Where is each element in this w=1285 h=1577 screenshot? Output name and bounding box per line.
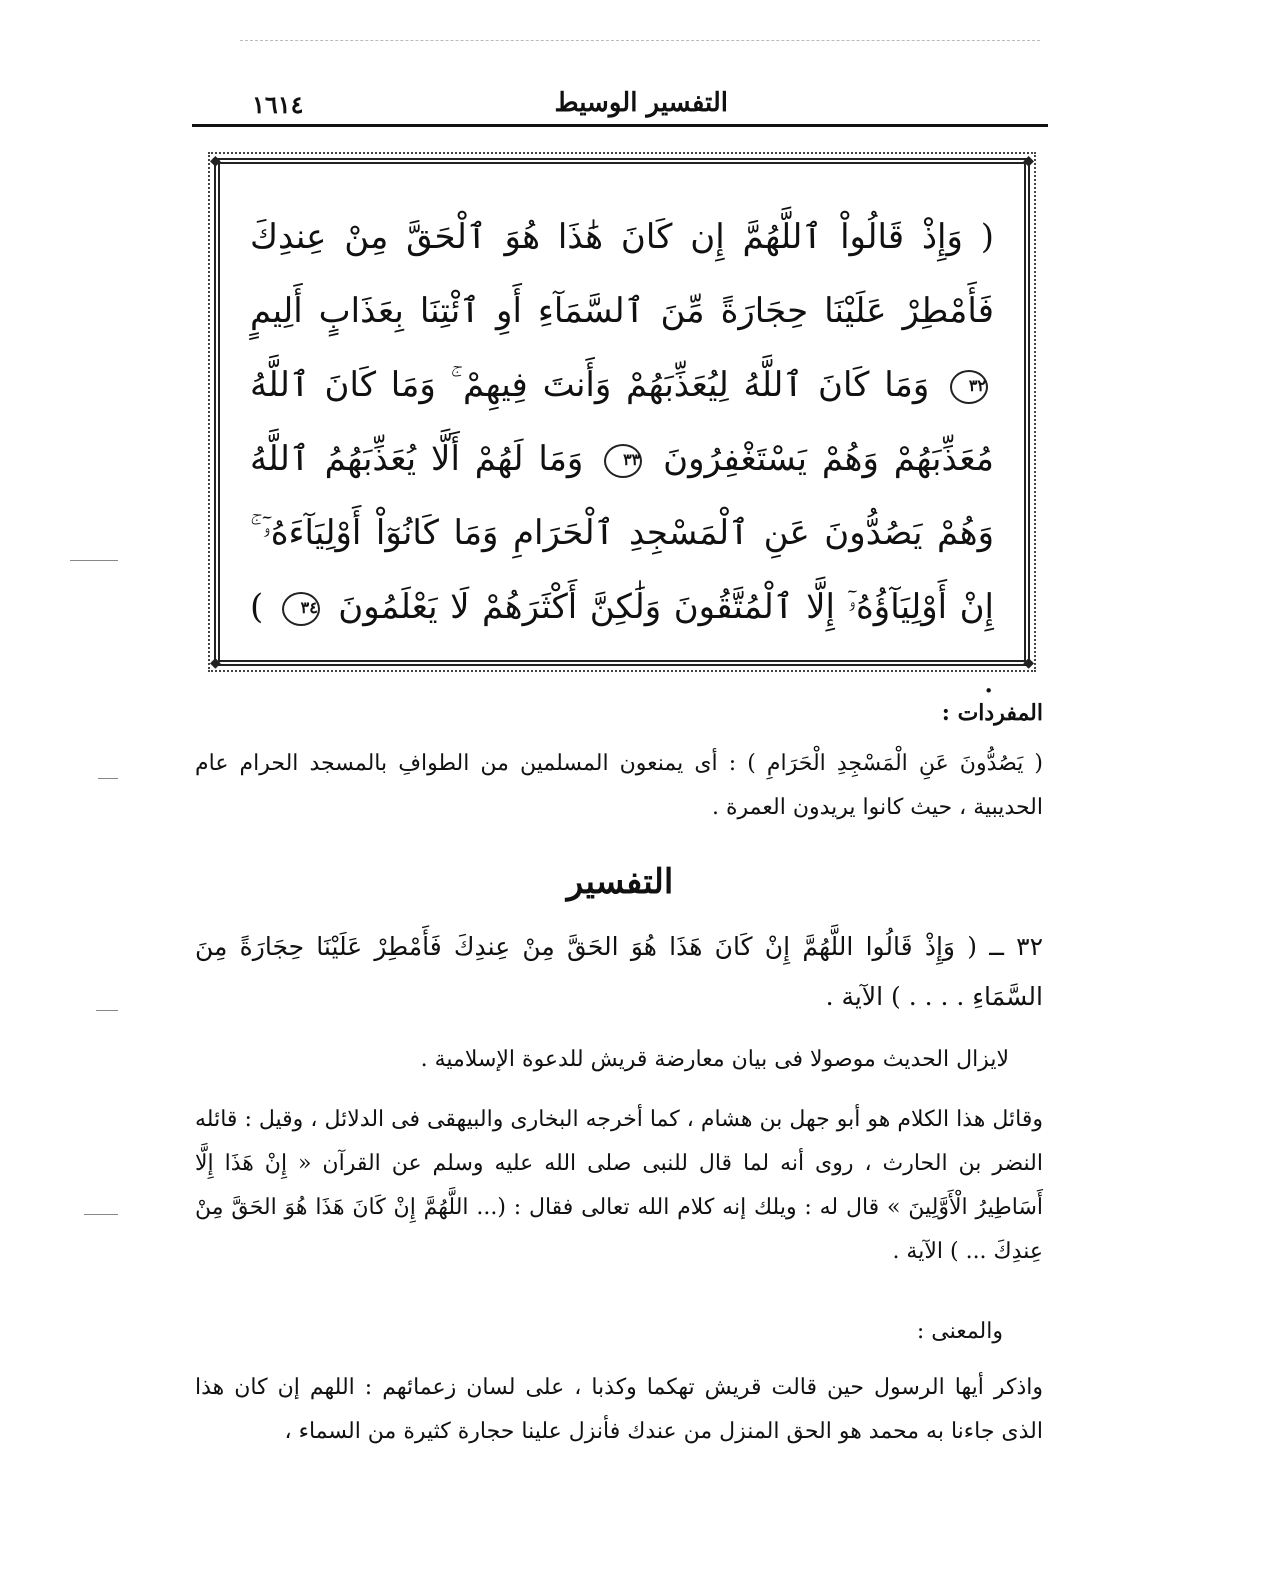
scan-margin-mark <box>70 560 118 561</box>
scan-top-rule <box>240 40 1040 41</box>
corner-ornament: ◆ <box>210 655 221 671</box>
running-title: التفسير الوسيط <box>554 88 728 118</box>
scan-margin-mark <box>98 778 118 779</box>
verse-line: لِيُعَذِّبَهُمْ وَأَنتَ فِيهِمْ ۚ وَمَا كَانَ ٱللَّهُ مُعَذِّبَهُمْ وَهُمْ يَسْتَغْفِرُونَ <box>250 365 994 479</box>
verse-line: لَا يَعْلَمُونَ <box>338 587 470 627</box>
header-rule <box>192 124 1048 127</box>
verse-line: عَلَيْنَا حِجَارَةً مِّنَ ٱلسَّمَآءِ أَوِ ٱئْتِنَا بِعَذَابٍ أَلِيمٍ <box>250 291 887 331</box>
verse-line: وَمَا لَهُمْ أَلَّا يُعَذِّبَهُمُ ٱللَّهُ وَهُمْ يَصُدُّونَ عَنِ ٱلْمَسْجِدِ ٱلْحَرَامِ وَمَا <box>250 439 994 553</box>
corner-ornament: ◆ <box>1023 153 1034 169</box>
corner-ornament: ◆ <box>1023 655 1034 671</box>
vocabulary-heading: المفردات : <box>941 700 1043 726</box>
ayah-number-marker: ٣٣ <box>604 444 642 478</box>
corner-ornament: ◆ <box>210 153 221 169</box>
page-header <box>192 78 1048 128</box>
tafsir-paragraph: واذكر أيها الرسول حين قالت قريش تهكما وكذبا ، على لسان زعمائهم : اللهم إن كان هذا الذى جاءنا به محمد هو الحق المنزل من عندك فأنزل علينا حجارة كثيرة من السماء ، <box>195 1375 1043 1444</box>
verse-line: ( وَإِذْ قَالُواْ ٱللَّهُمَّ إِن كَانَ هَٰذَا هُوَ ٱلْحَقَّ مِنْ عِندِكَ فَأَمْطِرْ <box>250 217 994 331</box>
ayah-number-marker: ٣٤ <box>282 592 320 626</box>
quran-verse-frame <box>210 153 1034 701</box>
verse-line: ) . <box>250 587 994 701</box>
verse-line: وَمَا كَانَ ٱللَّهُ <box>743 365 930 405</box>
tafsir-paragraph: وقائل هذا الكلام هو أبو جهل بن هشام ، كما أخرجه البخارى والبيهقى فى الدلائل ، وقيل : قائله النضر بن الحارث ، روى أنه لما قال للنبى صلى الله عليه وسلم عن القرآن « إِنْ هَذَا إِلَّا أَسَاطِيرُ الْأَوَّلِينَ » قال له : ويلك إنه كلام الله تعالى فقال : (... اللَّهُمَّ إِنْ كَانَ هَذَا هُوَ الحَقَّ مِنْ عِندِكَ ... ) الآية . <box>195 1107 1043 1264</box>
quran-verse-text <box>250 200 994 718</box>
vocabulary-paragraph: ( يَصُدُّونَ عَنِ الْمَسْجِدِ الْحَرَامِ ) : أى يمنعون المسلمين من الطوافِ بالمسجد الحرام عام الحديبية ، حيث كانوا يريدون العمرة . <box>195 751 1043 820</box>
verse-line: كَانُوٓاْ أَوْلِيَآءَهُۥٓ ۚ إِنْ أَوْلِيَآؤُهُۥٓ إِلَّا ٱلْمُتَّقُونَ وَلَٰكِنَّ أَكْثَرَهُمْ <box>250 513 994 627</box>
tafsir-paragraph: لايزال الحديث موصولا فى بيان معارضة قريش للدعوة الإسلامية . <box>420 1047 1009 1072</box>
scan-margin-mark <box>84 1214 118 1215</box>
tafsir-paragraph: والمعنى : <box>916 1319 1003 1344</box>
tafsir-heading: التفسير <box>566 862 674 902</box>
page-number: ١٦١٤ <box>252 90 304 119</box>
scan-margin-mark <box>96 1010 118 1011</box>
tafsir-verse-quote: ٣٢ ــ ( وَإِذْ قَالُوا اللَّهُمَّ إِنْ كَانَ هَذَا هُوَ الحَقَّ مِنْ عِندِكَ فَأَمْطِرْ عَلَيْنَا حِجَارَةً مِنَ السَّمَاءِ . . . . ) الآية . <box>195 932 1043 1011</box>
ayah-number-marker: ٣٢ <box>950 370 988 404</box>
